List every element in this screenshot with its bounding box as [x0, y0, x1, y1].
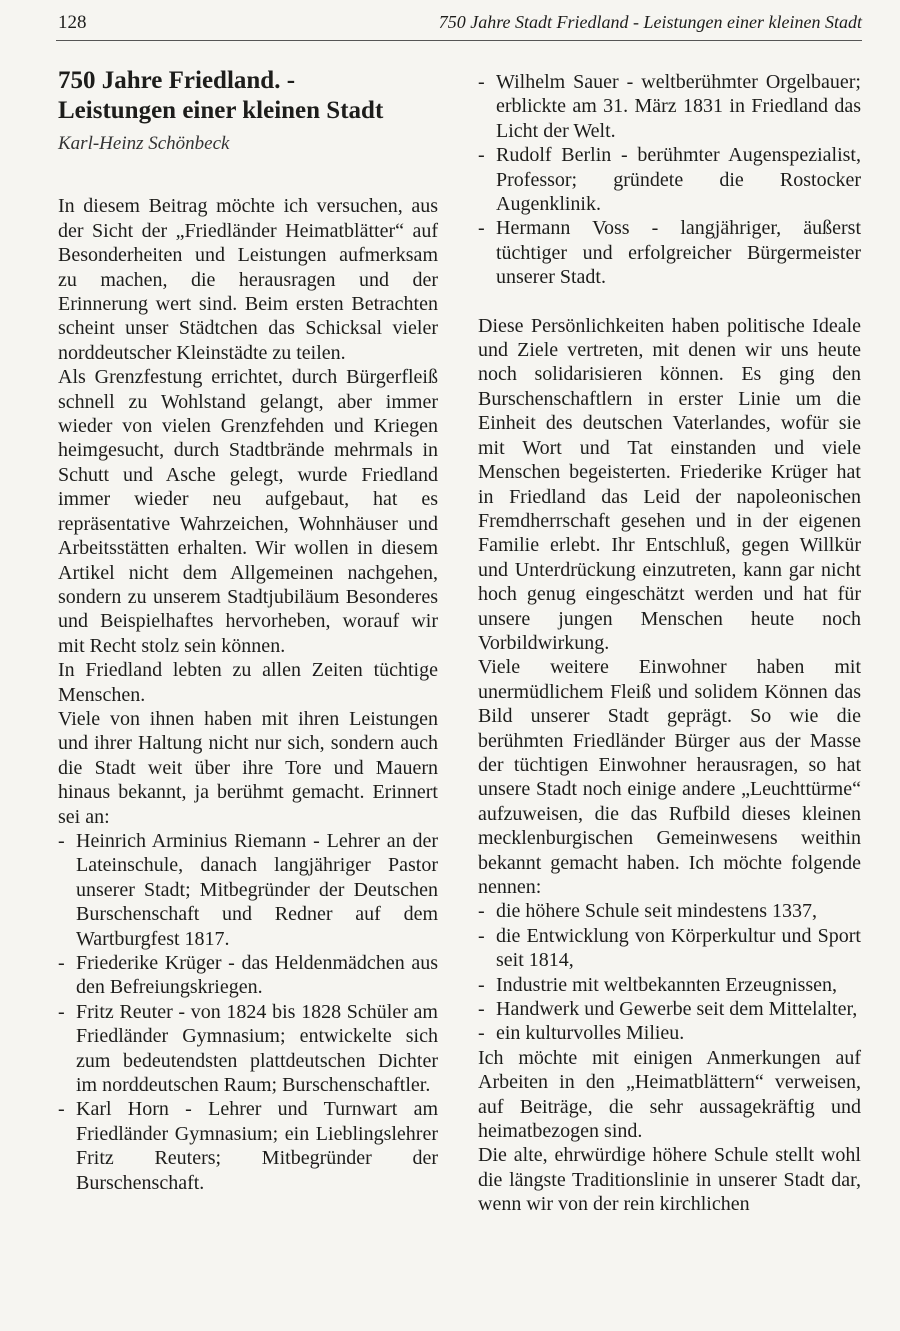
notable-persons-list [58, 829, 438, 1195]
list-item: - Hermann Voss - langjähriger, äußerst tüchtiger und erfolgreicher Bürgermeister unserer Stadt. [478, 216, 861, 289]
header-rule [56, 40, 862, 41]
paragraph: Ich möchte mit einigen Anmerkungen auf Arbeiten in den „Heimatblättern“ verweisen, auf Beiträge, die sehr aussagekräftig und heimatbezogen sind. [478, 1046, 861, 1143]
landmarks-list [478, 899, 861, 1045]
title-line-2: Leistungen einer kleinen Stadt [58, 97, 384, 124]
paragraph: Die alte, ehrwürdige höhere Schule stellt wohl die längste Traditionslinie in unserer Stadt dar, wenn wir von der rein kirchlichen [478, 1144, 861, 1216]
title-line-1: 750 Jahre Friedland. - [58, 67, 296, 94]
list-item: - Wilhelm Sauer - weltberühmter Orgelbauer; erblickte am 31. März 1831 in Friedland das Licht der Welt. [478, 70, 861, 143]
list-item: - die Entwicklung von Körperkultur und Sport seit 1814, [478, 924, 861, 973]
left-column [58, 62, 438, 1195]
notable-persons-list-continued [478, 70, 861, 290]
paragraph: Viele von ihnen haben mit ihren Leistungen und ihrer Haltung nicht nur sich, sondern auch die Stadt weit über ihre Tore und Mauern hinaus bekannt, ja berühmt gemacht. Erinnert sei an: [58, 707, 438, 828]
list-item: - Karl Horn - Lehrer und Turnwart am Friedländer Gymnasium; ein Lieblingslehrer Fritz Reuters; Mitbegründer der Burschenschaft. [58, 1097, 438, 1195]
article-title [58, 66, 438, 126]
list-item: - Heinrich Arminius Riemann - Lehrer an der Lateinschule, danach langjähriger Pastor unserer Stadt; Mitbegründer der Deutschen Burschenschaft und Redner auf dem Wartburgfest 1817. [58, 829, 438, 951]
paragraph: Als Grenzfestung errichtet, durch Bürgerfleiß schnell zu Wohlstand gelangt, aber immer wieder von vielen Grenzfehden und Kriegen heimgesucht, durch Stadtbrände mehrmals in Schutt und Asche gelegt, wurde Friedland immer wieder neu aufgebaut, hat es repräsentative Wahrzeichen, Wohnhäuser und Arbeitsstätten erhalten. Wir wollen in diesem Artikel nicht dem Allgemeinen nachgehen, sondern zu unserem Stadtjubiläum Besonderes und Beispielhaftes hervorheben, worauf wir mit Recht stolz sein können. [58, 366, 438, 657]
running-title: 750 Jahre Stadt Friedland - Leistungen einer kleinen Stadt [438, 12, 862, 32]
paragraph: In diesem Beitrag möchte ich versuchen, aus der Sicht der „Friedländer Heimatblätter“ auf Besonderheiten und Leistungen aufmerksam zu machen, die herausragen und der Erinnerung wert sind. Beim ersten Betrachten scheint unser Städtchen das Schicksal vieler norddeutscher Kleinstädte zu teilen. [58, 195, 438, 364]
paragraph: In Friedland lebten zu allen Zeiten tüchtige Menschen. [58, 659, 438, 706]
right-column [478, 70, 861, 1217]
paragraph: Viele weitere Einwohner haben mit unermüdlichem Fleiß und solidem Können das Bild unserer Stadt geprägt. So wie die berühmten Friedländer Bürger aus der Masse der tüchtigen Einwohner herausragen, so hat unsere Stadt noch einige andere „Leuchttürme“ aufzuweisen, die das Rufbild dieses kleinen mecklenburgischen Gemeinwesens weithin bekannt gemacht haben. Ich möchte folgende nennen: [478, 656, 861, 898]
paragraph: Diese Persönlichkeiten haben politische Ideale und Ziele vertreten, mit denen wir uns heute noch solidarisieren können. Es ging den Burschenschaftlern in erster Linie um die Einheit des deutschen Vaterlandes, wofür sie mit Wort und Tat einstanden und viele Menschen begeisterten. Friederike Krüger hat in Friedland das Leid der napoleonischen Fremdherrschaft gesehen und in der eigenen Familie erlebt. Ihr Entschluß, gegen Willkür und Unterdrückung einzutreten, kann gar nicht hoch genug eingeschätzt werden und hat für unsere jungen Menschen heute noch Vorbildwirkung. [478, 314, 861, 654]
list-item: - Fritz Reuter - von 1824 bis 1828 Schüler am Friedländer Gymnasium; entwickelte sich zum bedeutendsten plattdeutschen Dichter im norddeutschen Raum; Burschenschaftler. [58, 1000, 438, 1098]
list-item: - die höhere Schule seit mindestens 1337, [478, 899, 861, 923]
page-header [0, 0, 900, 48]
article-author: Karl-Heinz Schönbeck [58, 133, 230, 154]
page-number: 128 [58, 12, 87, 33]
list-item: - Rudolf Berlin - berühmter Augenspezialist, Professor; gründete die Rostocker Augenklinik. [478, 143, 861, 216]
list-item: - Friederike Krüger - das Heldenmädchen aus den Befreiungskriegen. [58, 951, 438, 1000]
list-item: - Handwerk und Gewerbe seit dem Mittelalter, [478, 997, 861, 1021]
spacer [478, 290, 861, 314]
list-item: - Industrie mit weltbekannten Erzeugnissen, [478, 973, 861, 997]
list-item: - ein kulturvolles Milieu. [478, 1021, 861, 1045]
